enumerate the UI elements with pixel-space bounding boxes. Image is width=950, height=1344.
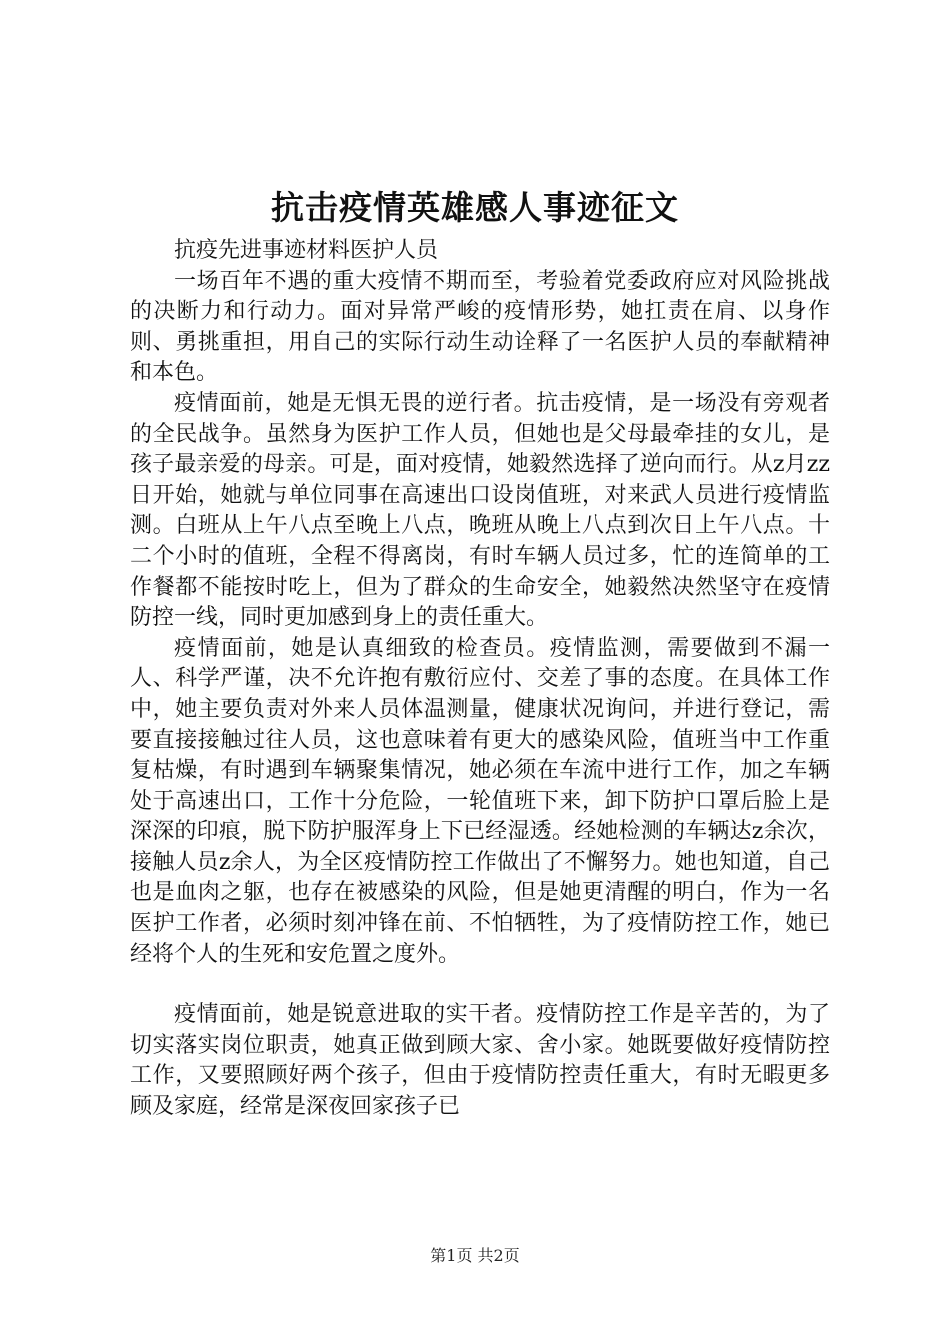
- paragraph-4: 疫情面前，她是锐意进取的实干者。疫情防控工作是辛苦的，为了切实落实岗位职责，她真正做到顾大家、舍小家。她既要做好疫情防控工作，又要照顾好两个孩子，但由于疫情防控责任重大，有时无暇更多顾及家庭，经常是深夜回家孩子已: [130, 1002, 830, 1120]
- paragraph-2: 疫情面前，她是无惧无畏的逆行者。抗击疫情，是一场没有旁观者的全民战争。虽然身为医护工作人员，但她也是父母最牵挂的女儿，是孩子最亲爱的母亲。可是，面对疫情，她毅然选择了逆向而行。从z月zz日开始，她就与单位同事在高速出口设岗值班，对来武人员进行疫情监测。白班从上午八点至晚上八点，晚班从晚上八点到次日上午八点。十二个小时的值班，全程不得离岗，有时车辆人员过多，忙的连简单的工作餐都不能按时吃上，但为了群众的生命安全，她毅然决然坚守在疫情防控一线，同时更加感到身上的责任重大。: [130, 390, 830, 631]
- subtitle-line: 抗疫先进事迹材料医护人员: [174, 238, 439, 263]
- paragraph-3: 疫情面前，她是认真细致的检查员。疫情监测，需要做到不漏一人、科学严谨，决不允许抱有敷衍应付、交差了事的态度。在具体工作中，她主要负责对外来人员体温测量，健康状况询问，并进行登记，需要直接接触过往人员，这也意味着有更大的感染风险，值班当中工作重复枯燥，有时遇到车辆聚集情况，她必须在车流中进行工作，加之车辆处于高速出口，工作十分危险，一轮值班下来，卸下防护口罩后脸上是深深的印痕，脱下防护服浑身上下已经湿透。经她检测的车辆达z余次，接触人员z余人，为全区疫情防控工作做出了不懈努力。她也知道，自己也是血肉之躯，也存在被感染的风险，但是她更清醒的明白，作为一名医护工作者，必须时刻冲锋在前、不怕牺牲，为了疫情防控工作，她已经将个人的生死和安危置之度外。: [130, 635, 830, 967]
- document-body: [130, 236, 830, 1123]
- paragraph-1: 一场百年不遇的重大疫情不期而至，考验着党委政府应对风险挑战的决断力和行动力。面对异常严峻的疫情形势，她扛责在肩、以身作则、勇挑重担，用自己的实际行动生动诠释了一名医护人员的奉献精神和本色。: [130, 268, 830, 386]
- page-footer: 第1页 共2页: [430, 1246, 520, 1265]
- document-title: 抗击疫情英雄感人事迹征文: [271, 188, 679, 227]
